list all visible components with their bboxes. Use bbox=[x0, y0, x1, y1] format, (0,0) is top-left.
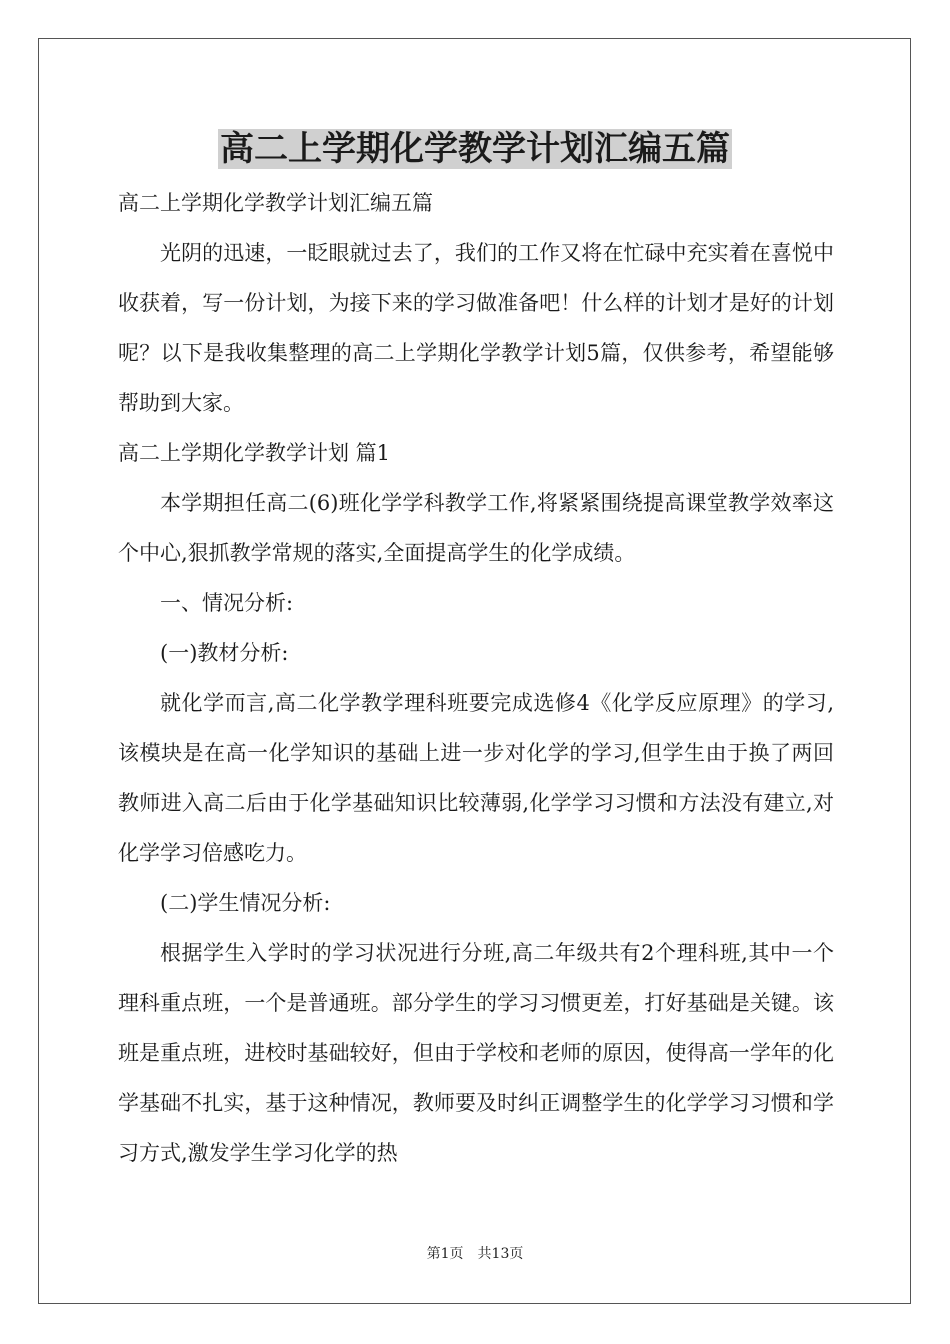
paragraph: 一、情况分析: bbox=[160, 591, 294, 615]
paragraph: 根据学生入学时的学习状况进行分班,高二年级共有2个理科班,其中一个理科重点班，一个是普通班。部分学生的学习习惯更差，打好基础是关键。该班是重点班，进校时基础较好，但由于学校和老师的原因，使得高一学年的化学基础不扎实，基于这种情况，教师要及时纠正调整学生的化学学习习惯和学习方式,激发学生学习化学的热 bbox=[118, 941, 834, 1165]
page-footer bbox=[0, 1244, 950, 1264]
paragraph: (二)学生情况分析: bbox=[160, 891, 331, 915]
paragraph: 高二上学期化学教学计划汇编五篇 bbox=[118, 191, 433, 215]
page-total: 共13页 bbox=[477, 1246, 524, 1262]
paragraph: 本学期担任高二(6)班化学学科教学工作,将紧紧围绕提高课堂教学效率这个中心,狠抓教学常规的落实,全面提高学生的化学成绩。 bbox=[118, 491, 834, 565]
document-title bbox=[0, 126, 950, 172]
page-number: 第1页 bbox=[426, 1246, 464, 1262]
paragraph: 就化学而言,高二化学教学理科班要完成选修4《化学反应原理》的学习,该模块是在高一化学知识的基础上进一步对化学的学习,但学生由于换了两回教师进入高二后由于化学基础知识比较薄弱,化学学习习惯和方法没有建立,对化学学习倍感吃力。 bbox=[118, 691, 834, 865]
document-body bbox=[118, 178, 834, 1178]
paragraph: 光阴的迅速，一眨眼就过去了，我们的工作又将在忙碌中充实着在喜悦中收获着，写一份计划，为接下来的学习做准备吧！什么样的计划才是好的计划呢？以下是我收集整理的高二上学期化学教学计划5篇，仅供参考，希望能够帮助到大家。 bbox=[118, 241, 834, 415]
paragraph: (一)教材分析: bbox=[160, 641, 289, 665]
paragraph: 高二上学期化学教学计划 篇1 bbox=[118, 441, 391, 465]
document-title-text: 高二上学期化学教学计划汇编五篇 bbox=[220, 129, 730, 169]
